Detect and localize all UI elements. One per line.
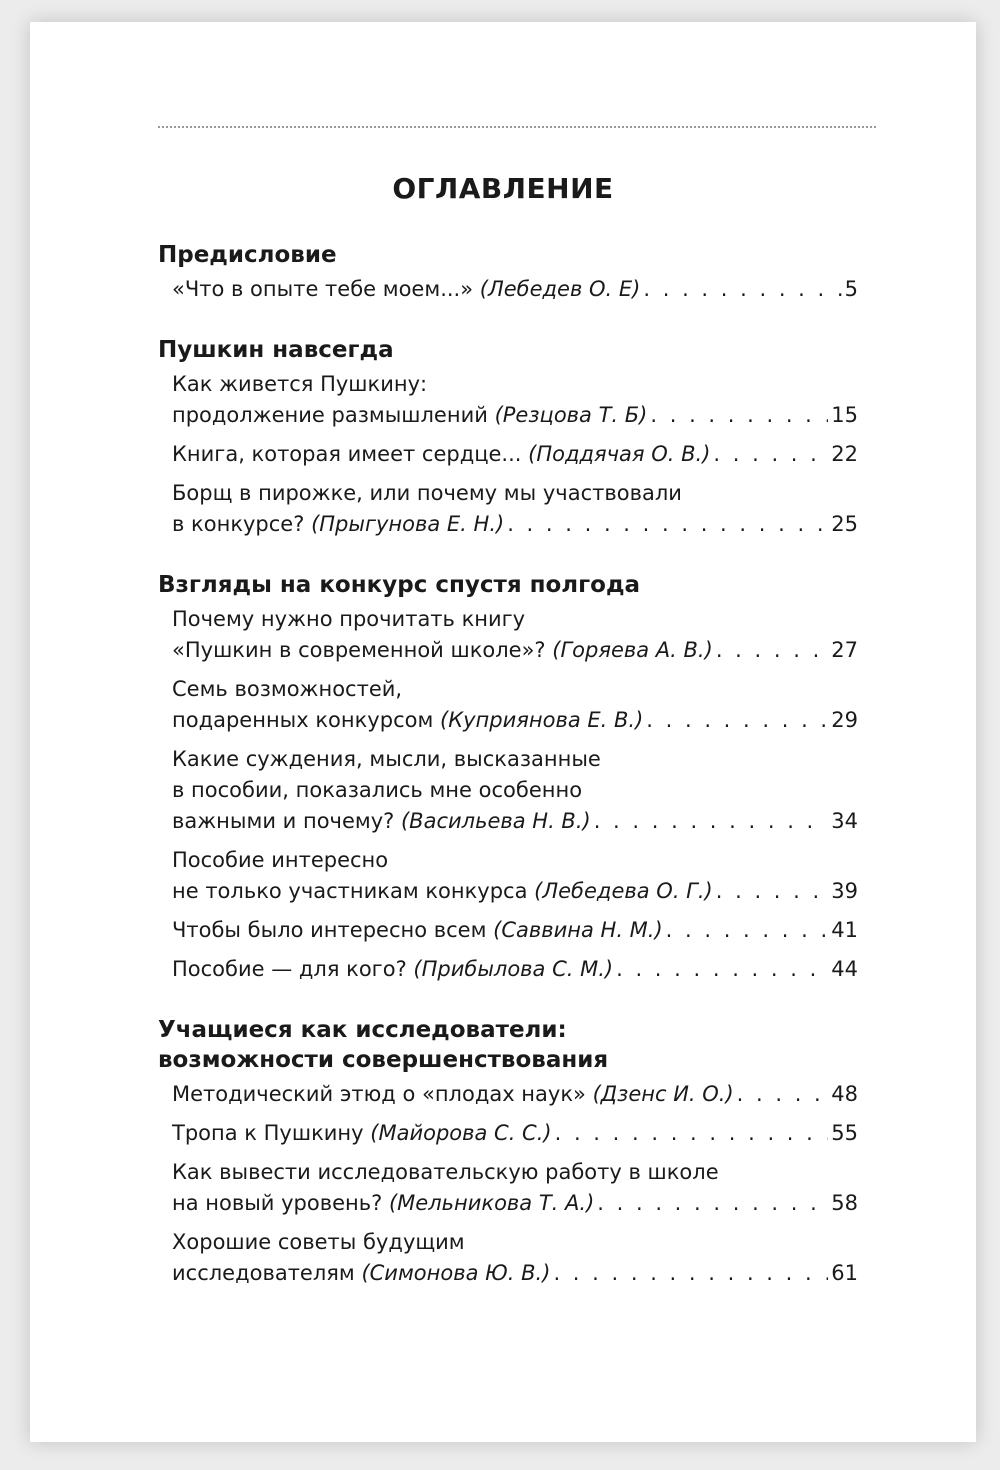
entry-final-line (172, 1258, 858, 1289)
section-title-line: Учащиеся как исследователи: (158, 1017, 567, 1043)
entry-author: (Куприянова Е. В.) (440, 708, 644, 732)
entry-final-line (172, 1118, 858, 1149)
toc-entry[interactable] (158, 1157, 858, 1219)
toc-section (158, 1015, 858, 1289)
entry-title-line: Как живется Пушкину: (172, 372, 428, 396)
entry-title-line (172, 400, 647, 431)
entry-final-line (172, 400, 858, 431)
entry-title-text: в конкурсе? (172, 512, 305, 536)
toc-entry[interactable] (158, 845, 858, 907)
toc-entry[interactable] (158, 674, 858, 736)
entry-final-line (172, 806, 858, 837)
entry-page-number: 5 (844, 277, 858, 301)
dot-leader (737, 1079, 829, 1110)
entry-author: (Лебедев О. Е) (479, 277, 641, 301)
table-of-contents (158, 240, 858, 1319)
toc-section (158, 570, 858, 985)
entry-title-line: Семь возможностей, (172, 677, 403, 701)
entry-title-text: Книга, которая имеет сердце... (172, 442, 522, 466)
page-title: ОГЛАВЛЕНИЕ (392, 172, 614, 205)
entry-final-line (172, 876, 858, 907)
entry-title-line: Борщ в пирожке, или почему мы участвовали (172, 481, 682, 505)
toc-entry[interactable] (158, 478, 858, 540)
toc-entry[interactable] (158, 1118, 858, 1149)
entry-title-line: Как вывести исследовательскую работу в школе (172, 1160, 719, 1184)
entry-title-line: Пособие интересно (172, 848, 389, 872)
entry-page-number: 55 (831, 1121, 858, 1145)
entry-title-text: «Что в опыте тебе моем...» (172, 277, 474, 301)
entry-author: (Мельникова Т. А.) (388, 1191, 595, 1215)
entry-title-line (172, 876, 713, 907)
entry-title-line (172, 1188, 594, 1219)
toc-entry[interactable] (158, 604, 858, 666)
entry-title-text: Пособие — для кого? (172, 957, 407, 981)
dotted-divider (158, 126, 876, 128)
entry-final-line (172, 954, 858, 985)
toc-entry[interactable] (158, 954, 858, 985)
entry-author: (Майорова С. С.) (370, 1121, 552, 1145)
entry-title-text: подаренных конкурсом (172, 708, 434, 732)
entry-page-number: 61 (831, 1261, 858, 1285)
toc-section (158, 335, 858, 540)
entry-final-line (172, 915, 858, 946)
entry-final-line (172, 1079, 858, 1110)
entry-title-text: не только участникам конкурса (172, 879, 528, 903)
toc-entry[interactable] (158, 274, 858, 305)
entry-page-number: 58 (831, 1191, 858, 1215)
entry-author: (Симонова Ю. В.) (361, 1261, 551, 1285)
entry-page-number: 25 (831, 512, 858, 536)
entry-author: (Прыгунова Е. Н.) (311, 512, 505, 536)
toc-entry[interactable] (158, 1227, 858, 1289)
section-title (158, 570, 858, 600)
entry-title-line: Хорошие советы будущим (172, 1230, 465, 1254)
entry-title-text: важными и почему? (172, 809, 395, 833)
toc-entry[interactable] (158, 369, 858, 431)
entry-author: (Резцова Т. Б) (494, 403, 648, 427)
toc-entry[interactable] (158, 915, 858, 946)
dot-leader (594, 806, 829, 837)
dot-leader (646, 705, 828, 736)
entry-title-text: Тропа к Пушкину (172, 1121, 364, 1145)
entry-final-line (172, 1188, 858, 1219)
dot-leader (666, 915, 829, 946)
dot-leader (597, 1188, 828, 1219)
dot-leader (713, 439, 828, 470)
section-title-line: Пушкин навсегда (158, 337, 394, 363)
entry-title-line (172, 274, 640, 305)
entry-title-line (172, 705, 643, 736)
entry-title-line (172, 1258, 550, 1289)
entry-title-line: Почему нужно прочитать книгу (172, 607, 526, 631)
dot-leader (716, 876, 829, 907)
entry-title-text: «Пушкин в современной школе»? (172, 638, 546, 662)
entry-page-number: 27 (831, 638, 858, 662)
entry-title-text: продолжение размышлений (172, 403, 488, 427)
entry-title-text: на новый уровень? (172, 1191, 383, 1215)
entry-title-line (172, 806, 591, 837)
entry-author: (Васильева Н. В.) (400, 809, 591, 833)
entry-title-line (172, 635, 713, 666)
entry-page-number: 39 (831, 879, 858, 903)
section-title-line: Предисловие (158, 242, 337, 268)
entry-title-line (172, 954, 613, 985)
entry-title-line: в пособии, показались мне особенно (172, 778, 583, 802)
entry-author: (Прибылова С. М.) (413, 957, 614, 981)
entry-title-line (172, 509, 504, 540)
toc-entry[interactable] (158, 439, 858, 470)
entry-author: (Лебедева О. Г.) (534, 879, 713, 903)
entry-final-line (172, 439, 858, 470)
entry-title-text: исследователям (172, 1261, 355, 1285)
dot-leader (643, 274, 841, 305)
section-title-line: возможности совершенствования (158, 1047, 609, 1073)
section-title (158, 1015, 858, 1075)
entry-author: (Саввина Н. М.) (493, 918, 663, 942)
section-title (158, 335, 858, 365)
entry-final-line (172, 509, 858, 540)
entry-final-line (172, 635, 858, 666)
entry-final-line (172, 274, 858, 305)
entry-title-line (172, 1118, 552, 1149)
entry-author: (Горяева А. В.) (552, 638, 713, 662)
entry-page-number: 29 (831, 708, 858, 732)
section-title (158, 240, 858, 270)
book-page (30, 22, 976, 1442)
entry-title-text: Чтобы было интересно всем (172, 918, 487, 942)
entry-title-line (172, 915, 663, 946)
entry-title-line (172, 439, 710, 470)
entry-page-number: 41 (831, 918, 858, 942)
dot-leader (555, 1118, 829, 1149)
entry-title-text: Методический этюд о «плодах наук» (172, 1082, 586, 1106)
entry-page-number: 22 (831, 442, 858, 466)
entry-title-line: Какие суждения, мысли, высказанные (172, 747, 601, 771)
dot-leader (716, 635, 828, 666)
entry-author: (Дзенс И. О.) (592, 1082, 734, 1106)
dot-leader (507, 509, 828, 540)
toc-entry[interactable] (158, 1079, 858, 1110)
dot-leader (553, 1258, 828, 1289)
toc-section (158, 240, 858, 305)
entry-author: (Поддячая О. В.) (528, 442, 711, 466)
entry-page-number: 34 (831, 809, 858, 833)
entry-page-number: 44 (831, 957, 858, 981)
section-title-line: Взгляды на конкурс спустя полгода (158, 572, 641, 598)
dot-leader (616, 954, 828, 985)
entry-page-number: 15 (831, 403, 858, 427)
entry-title-line (172, 1079, 734, 1110)
dot-leader (650, 400, 828, 431)
toc-entry[interactable] (158, 744, 858, 837)
entry-final-line (172, 705, 858, 736)
entry-page-number: 48 (831, 1082, 858, 1106)
